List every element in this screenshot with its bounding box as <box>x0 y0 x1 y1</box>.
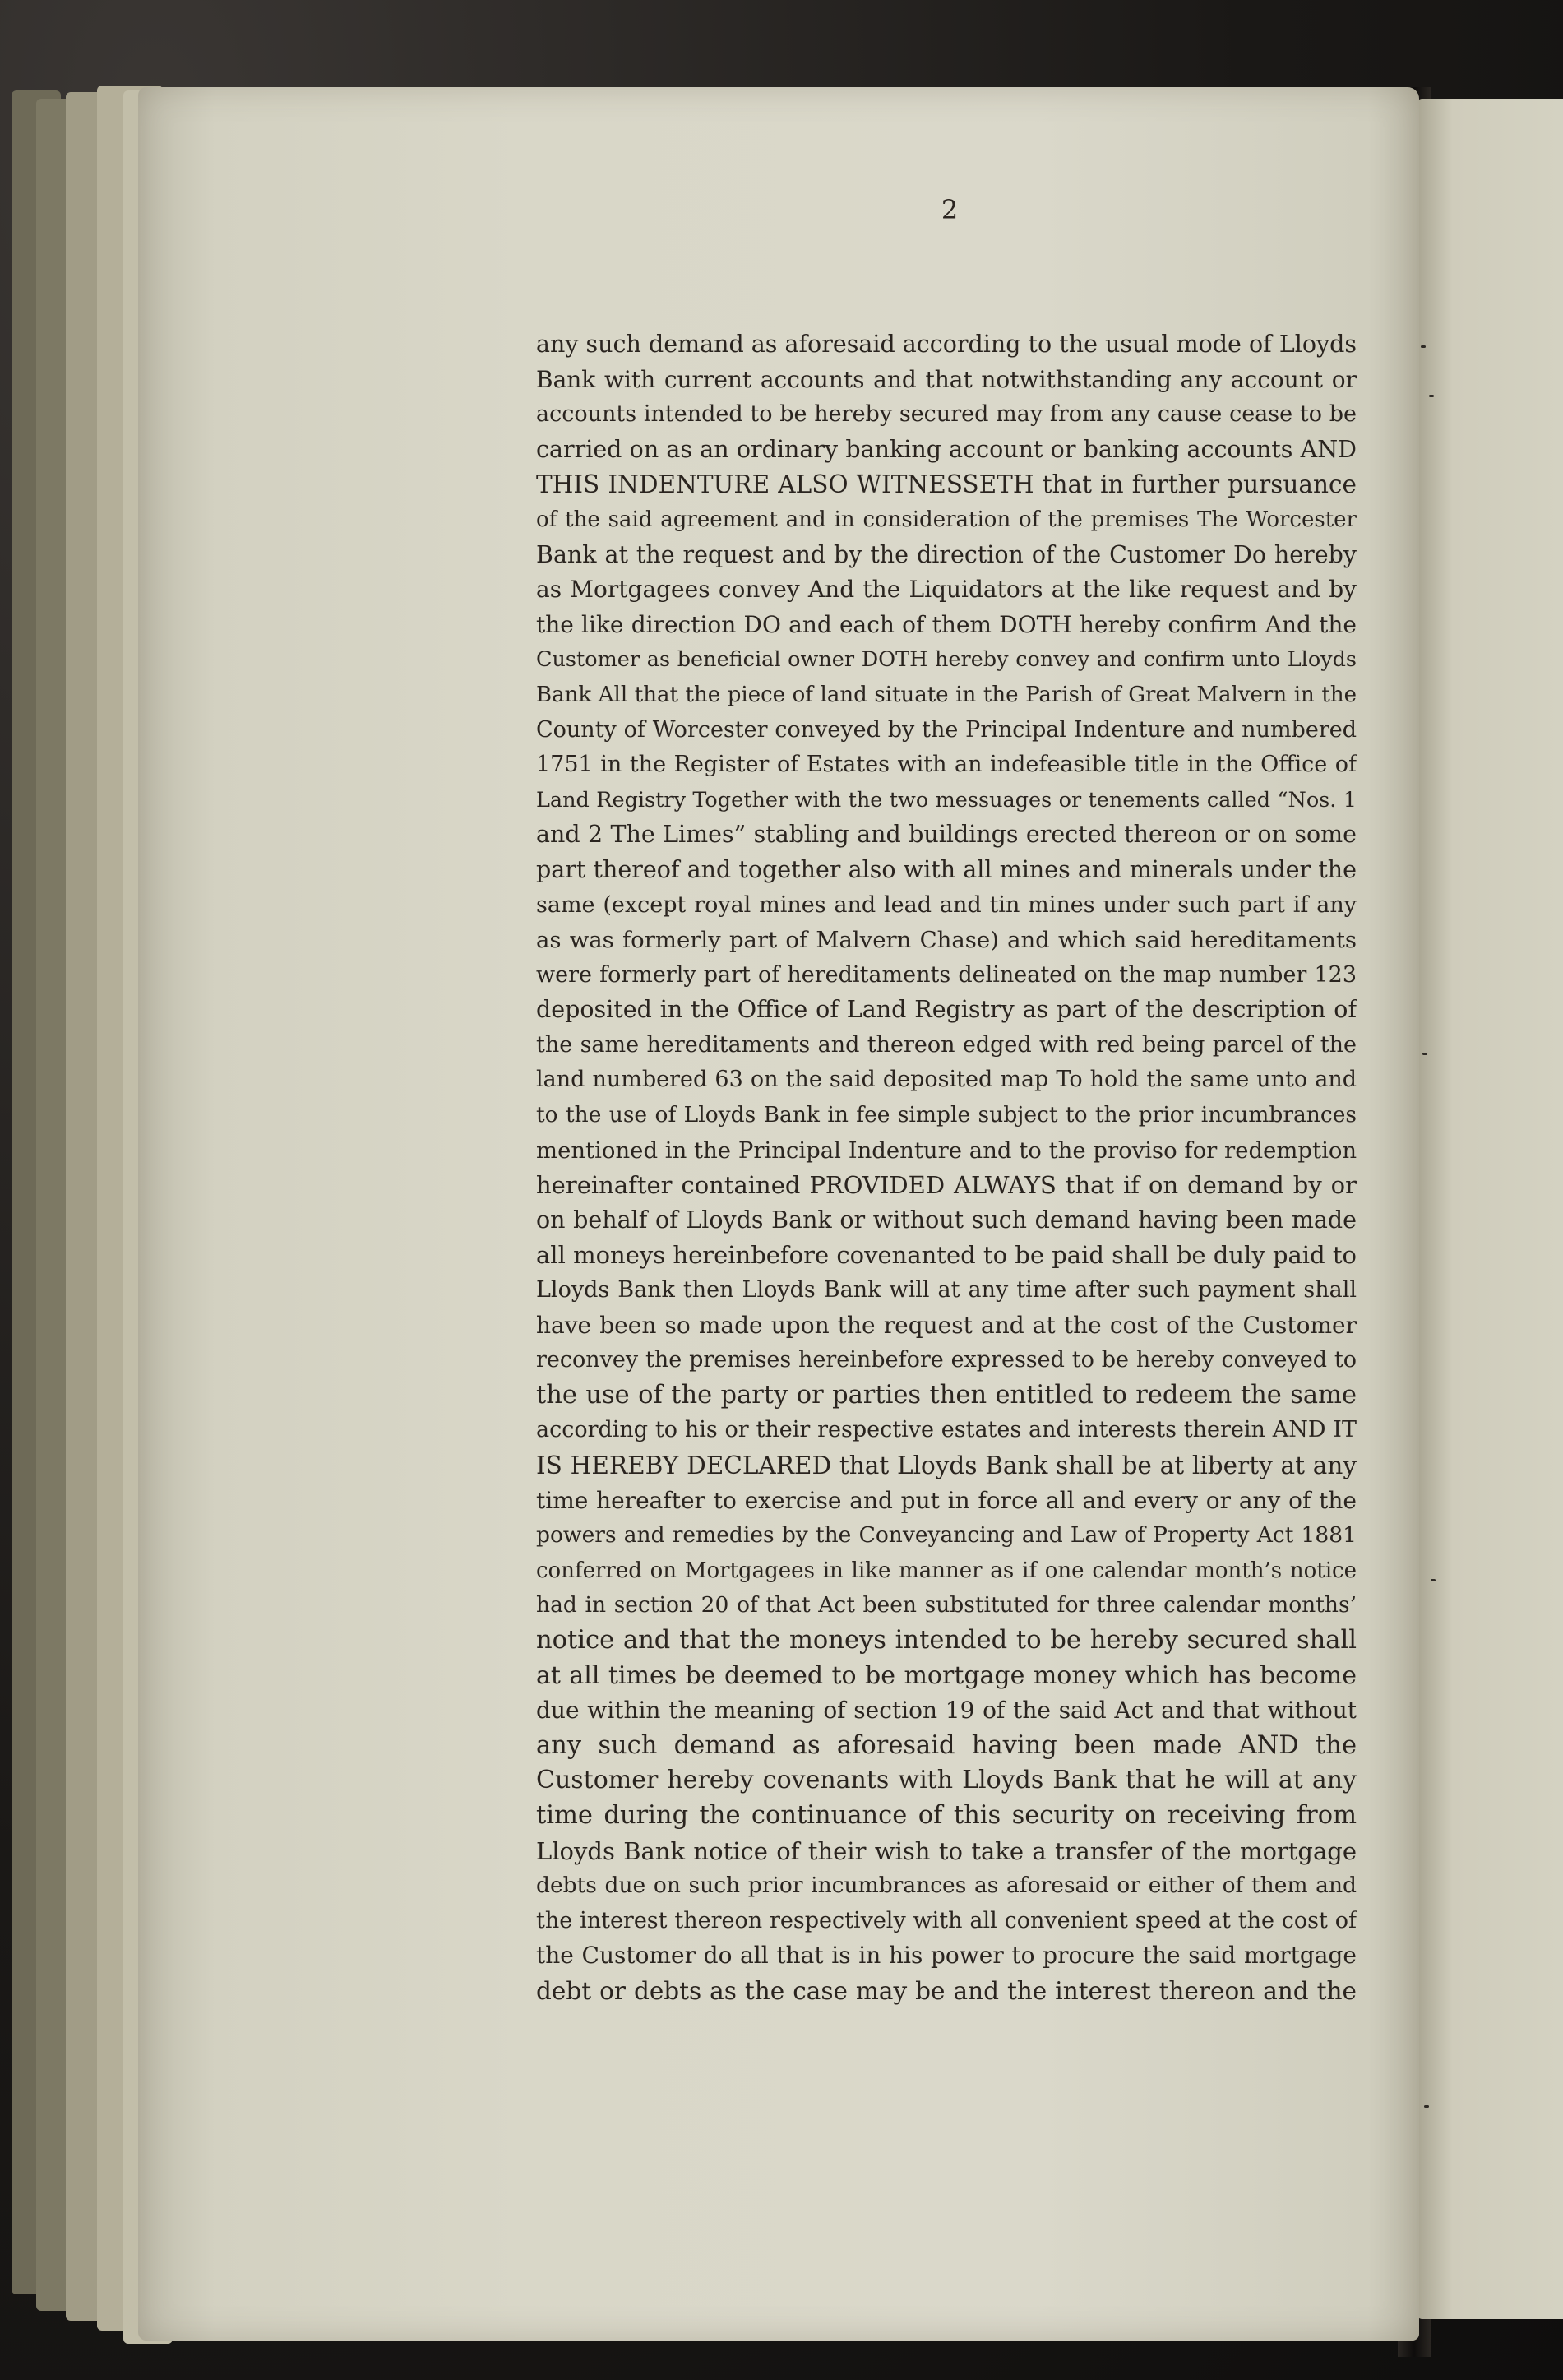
facing-page <box>1416 99 1563 2319</box>
text-line: reconvey the premises hereinbefore expressed to be hereby conveyed to <box>536 1347 1357 1373</box>
text-line: debt or debts as the case may be and the interest thereon and the <box>536 1976 1357 2005</box>
text-line: County of Worcester conveyed by the Principal Indenture and numbered <box>536 716 1357 743</box>
text-line: all moneys hereinbefore covenanted to be paid shall be duly paid to <box>536 1241 1357 1270</box>
text-line: on behalf of Lloyds Bank or without such demand having been made <box>536 1206 1357 1234</box>
text-line: as was formerly part of Malvern Chase) and which said hereditaments <box>536 927 1357 954</box>
text-line: carried on as an ordinary banking account or banking accounts AND <box>536 435 1357 463</box>
body-text <box>536 327 1357 2009</box>
ink-mark <box>1424 2105 1429 2108</box>
text-line: same (except royal mines and lead and tin mines under such part if any <box>536 891 1357 918</box>
text-line: the Customer do all that is in his power to procure the said mortgage <box>536 1942 1357 1970</box>
text-line: were formerly part of hereditaments delineated on the map number 123 <box>536 961 1357 988</box>
text-line: conferred on Mortgagees in like manner as if one calendar month’s notice <box>536 1558 1357 1583</box>
text-line: mentioned in the Principal Indenture and to the proviso for redemption <box>536 1137 1357 1164</box>
text-line: Bank All that the piece of land situate in the Parish of Great Malvern in the <box>536 682 1357 707</box>
text-line: Lloyds Bank notice of their wish to take a transfer of the mortgage <box>536 1836 1357 1865</box>
ink-mark <box>1429 395 1434 397</box>
page-number: 2 <box>941 194 959 225</box>
text-line: 1751 in the Register of Estates with an indefeasible title in the Office of <box>536 752 1357 778</box>
text-line: THIS INDENTURE ALSO WITNESSETH that in further pursuance <box>536 470 1357 499</box>
ink-mark <box>1421 345 1426 348</box>
text-line: had in section 20 of that Act been substituted for three calendar months’ <box>536 1592 1357 1618</box>
text-line: accounts intended to be hereby secured may from any cause cease to be <box>536 401 1357 428</box>
text-line: land numbered 63 on the said deposited map To hold the same unto and <box>536 1067 1357 1093</box>
text-line: the interest thereon respectively with all convenient speed at the cost of <box>536 1907 1357 1933</box>
text-line: part thereof and together also with all mines and minerals under the <box>536 855 1357 883</box>
text-line: time during the continuance of this security on receiving from <box>536 1800 1357 1830</box>
text-line: and 2 The Limes” stabling and buildings erected thereon or on some <box>536 821 1357 849</box>
text-line: Customer hereby covenants with Lloyds Bank that he will at any <box>536 1766 1357 1795</box>
text-line: debts due on such prior incumbrances as aforesaid or either of them and <box>536 1873 1357 1899</box>
text-line: at all times be deemed to be mortgage money which has become <box>536 1660 1357 1690</box>
text-line: according to his or their respective estates and interests therein AND IT <box>536 1417 1357 1443</box>
text-line: Lloyds Bank then Lloyds Bank will at any time after such payment shall <box>536 1277 1357 1303</box>
text-line: have been so made upon the request and at the cost of the Customer <box>536 1311 1357 1339</box>
text-line: time hereafter to exercise and put in force all and every or any of the <box>536 1486 1357 1514</box>
text-line: notice and that the moneys intended to be hereby secured shall <box>536 1625 1357 1655</box>
text-line: Bank with current accounts and that notwithstanding any account or <box>536 365 1357 393</box>
text-line: of the said agreement and in consideration of the premises The Worcester <box>536 507 1357 532</box>
text-line: as Mortgagees convey And the Liquidators at the like request and by <box>536 576 1357 604</box>
text-line: to the use of Lloyds Bank in fee simple subject to the prior incumbrances <box>536 1102 1357 1128</box>
text-line: due within the meaning of section 19 of the said Act and that without <box>536 1697 1357 1725</box>
ink-mark <box>1431 1579 1436 1581</box>
text-line: hereinafter contained PROVIDED ALWAYS that if on demand by or <box>536 1171 1357 1200</box>
text-line: Customer as beneficial owner DOTH hereby convey and confirm unto Lloyds <box>536 647 1357 673</box>
text-line: IS HEREBY DECLARED that Lloyds Bank shall be at liberty at any <box>536 1452 1357 1479</box>
text-line: the same hereditaments and thereon edged with red being parcel of the <box>536 1031 1357 1058</box>
text-line: the use of the party or parties then entitled to redeem the same <box>536 1380 1357 1410</box>
text-line: the like direction DO and each of them DOTH hereby confirm And the <box>536 610 1357 638</box>
text-line: deposited in the Office of Land Registry as part of the description of <box>536 996 1357 1024</box>
text-line: Bank at the request and by the direction of the Customer Do hereby <box>536 540 1357 568</box>
text-line: any such demand as aforesaid according to the usual mode of Lloyds <box>536 331 1357 358</box>
text-line: powers and remedies by the Conveyancing and Law of Property Act 1881 <box>536 1522 1357 1549</box>
text-line: Land Registry Together with the two messuages or tenements called “Nos. 1 <box>536 787 1357 813</box>
ink-mark <box>1422 1053 1427 1055</box>
text-line: any such demand as aforesaid having been made AND the <box>536 1730 1357 1760</box>
